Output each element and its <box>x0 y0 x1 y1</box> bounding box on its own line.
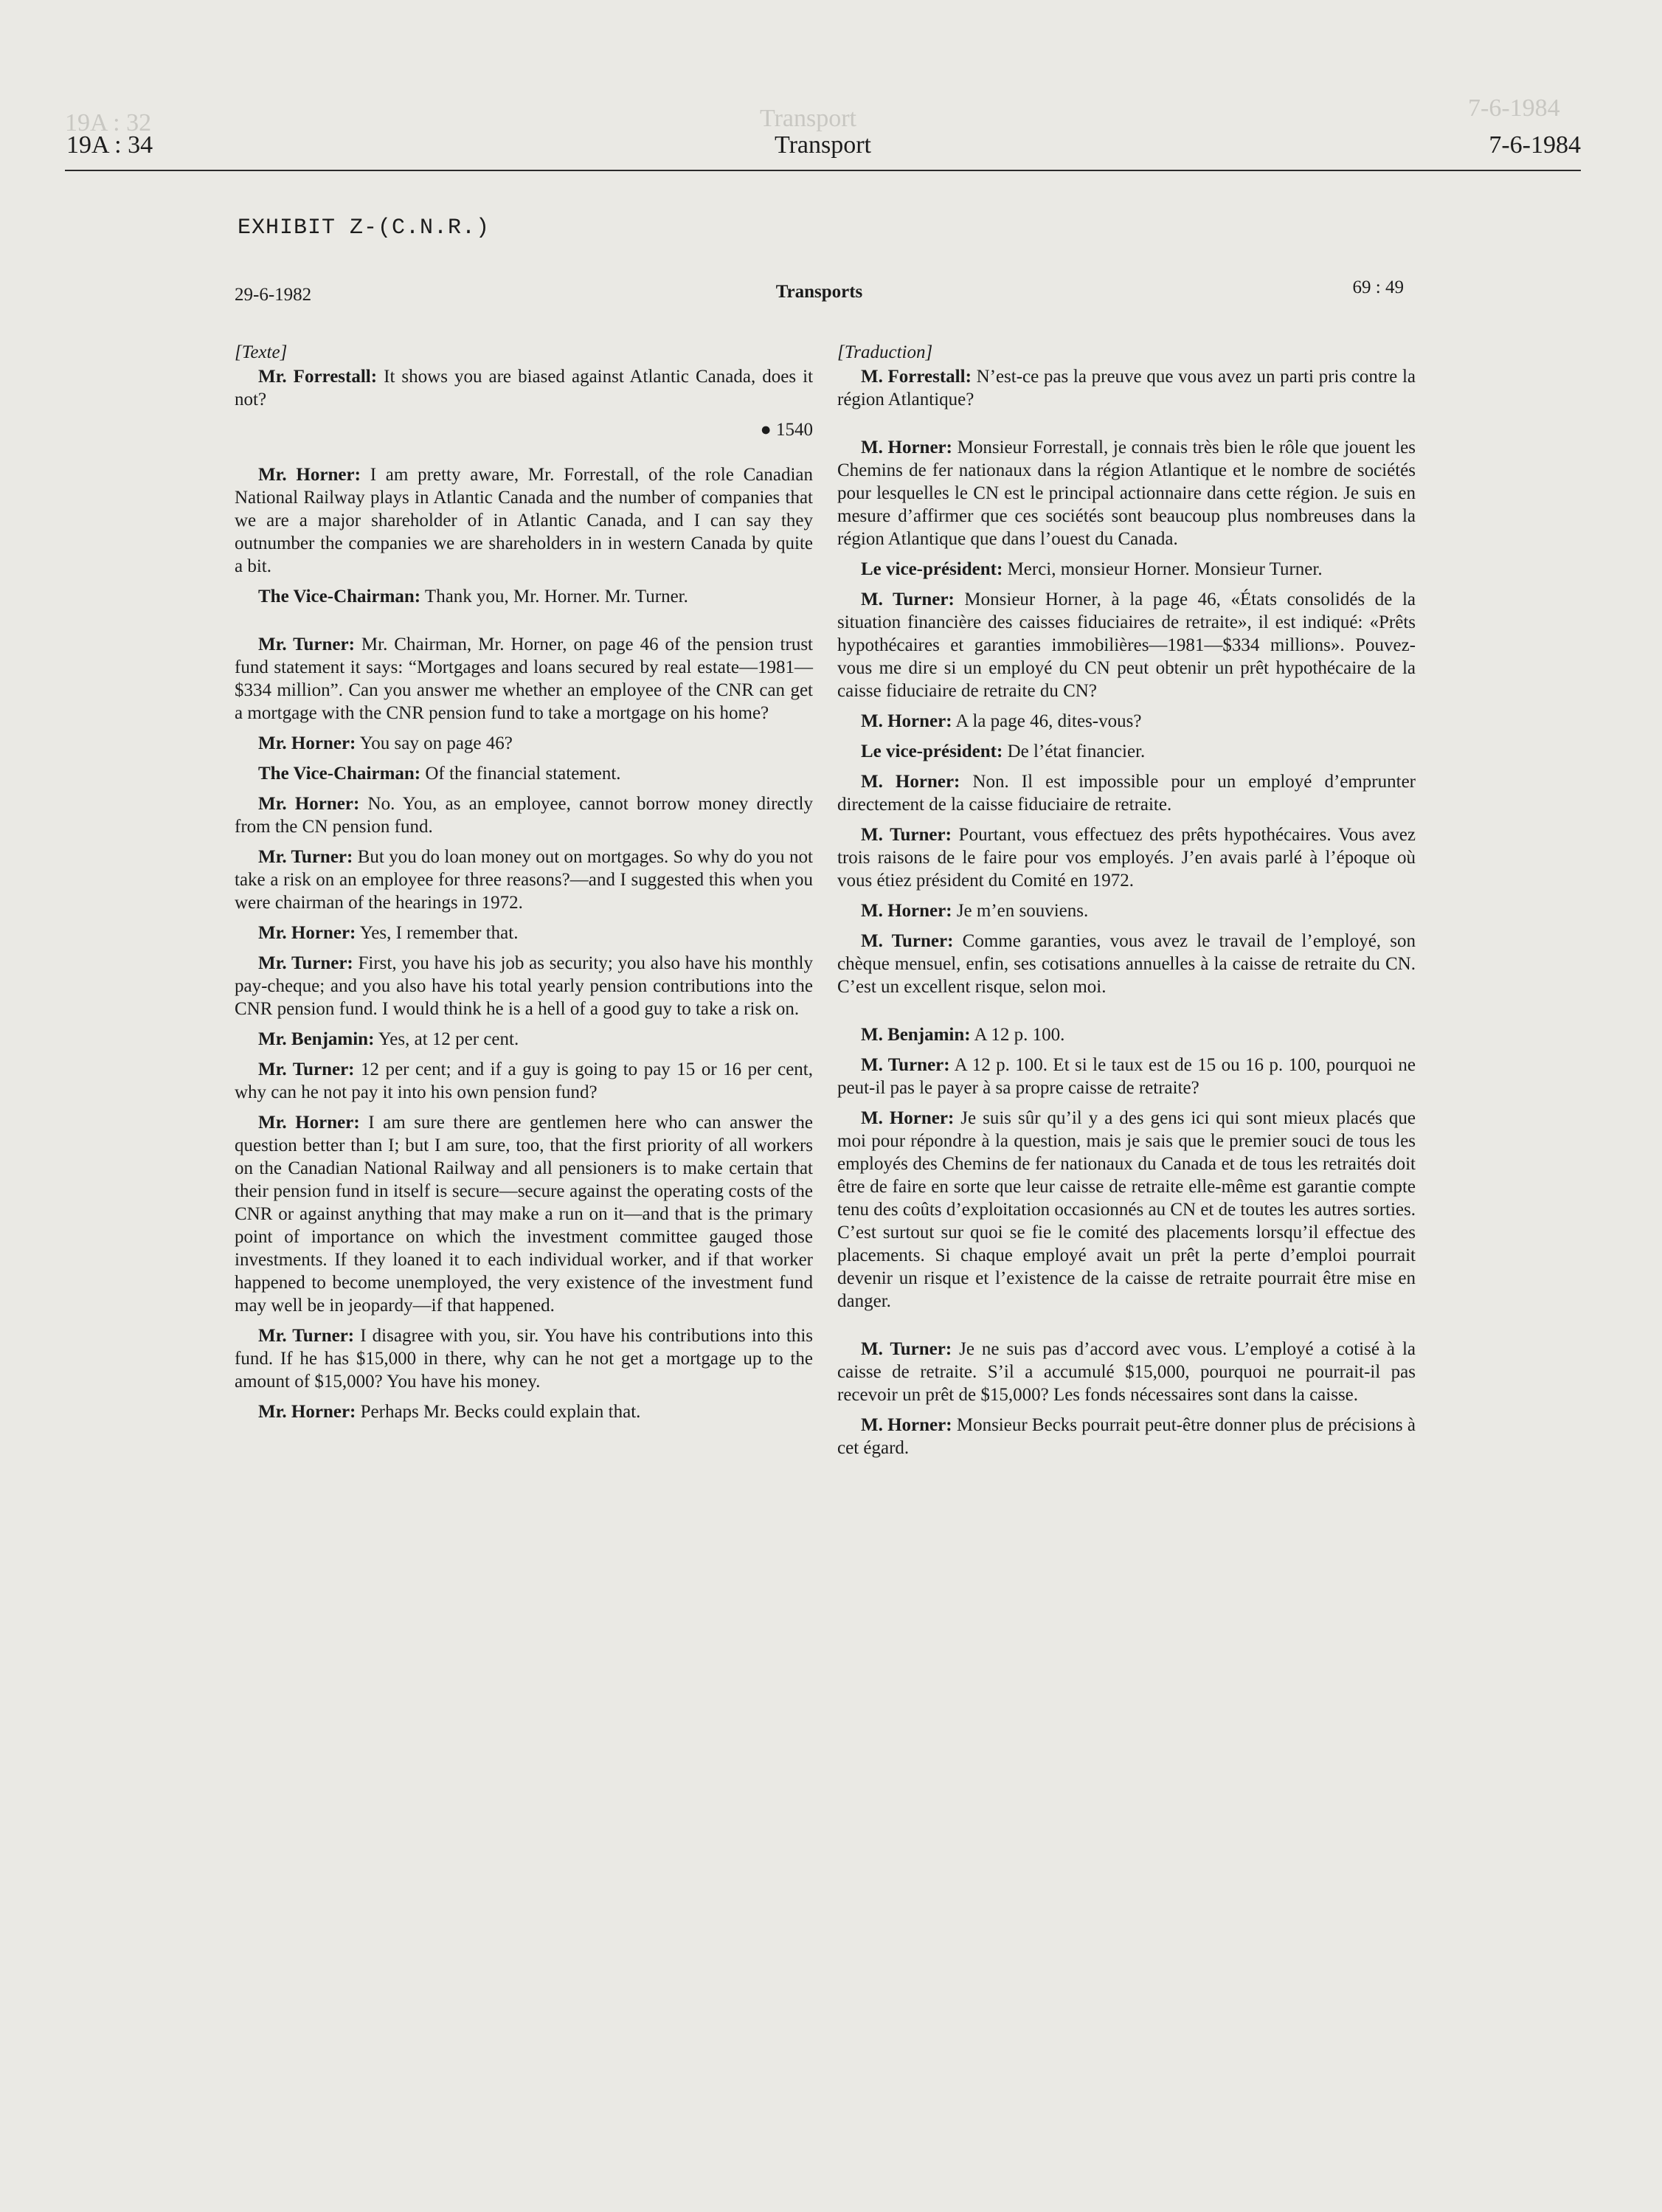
speech-paragraph <box>837 1107 1416 1313</box>
speech-paragraph <box>235 1111 813 1317</box>
speech-text: No. You, as an employee, cannot borrow money directly from the CN pension fund. <box>235 794 813 837</box>
speech-text: N’est-ce pas la preuve que vous avez un parti pris contre la région Atlantique? <box>837 367 1416 409</box>
speech-paragraph <box>235 365 813 411</box>
speech-text: I am sure there are gentlemen here who can answer the question better than I; but I am sure, too, that the first priority of all workers on the Canadian National Railway and all pensioners is to make certain that their pension fund in itself is secure—secure against the operating costs of the CNR or against anything that may make a run on it—and that is the primary point of importance on which the investment committee gauged those investments. If they loaned it to each individual worker, and if that worker happened to become unemployed, the very existence of the investment fund may well be in jeopardy—if that happened. <box>235 1113 813 1316</box>
speaker-name: Mr. Turner: <box>258 635 355 654</box>
speech-paragraph <box>837 1338 1416 1406</box>
speaker-name: M. Turner: <box>861 931 954 951</box>
excerpt-title: Transports <box>775 282 863 302</box>
column-label: [Traduction] <box>837 342 933 362</box>
speech-paragraph <box>837 588 1416 702</box>
ghost-header-right: 7-6-1984 <box>1468 94 1560 122</box>
speech-text: Mr. Chairman, Mr. Horner, on page 46 of the pension trust fund statement it says: “Mortgages and loans secured by real estate—1981— $334 million”. Can you answer me whether an employee of the CNR can get a mortgage with the CNR pension fund to take a mortgage on his home? <box>235 635 814 723</box>
speech-text: Yes, I remember that. <box>356 923 519 943</box>
speech-text: 12 per cent; and if a guy is going to pay 15 or 16 per cent, why can he not pay it into his own pension fund? <box>235 1060 813 1102</box>
speech-text: I am pretty aware, Mr. Forrestall, of the role Canadian National Railway plays in Atlantic Canada and the number of companies that we are a major shareholder of in Atlantic Canada, and I can say they outnumber the companies we are shareholders in in western Canada by quite a bit. <box>235 465 813 576</box>
speech-paragraph <box>235 792 813 838</box>
speech-paragraph <box>235 846 813 914</box>
speech-paragraph <box>837 436 1416 550</box>
speaker-name: Mr. Horner: <box>258 923 356 943</box>
speech-paragraph <box>837 1054 1416 1099</box>
speech-text: First, you have his job as security; you also have his monthly pay-cheque; and you also have his total yearly pension contributions into the CNR pension fund. I would think he is a hell of a good guy to take a risk on. <box>235 953 813 1019</box>
speech-paragraph <box>235 585 813 608</box>
speaker-name: M. Horner: <box>861 772 960 792</box>
header-date: 7-6-1984 <box>1489 131 1581 159</box>
speech-text: Je m’en souviens. <box>952 901 1089 921</box>
speaker-name: Mr. Turner: <box>258 953 353 973</box>
speech-text: But you do loan money out on mortgages. So why do you not take a risk on an employee for three reasons?—and I suggested this when you were chairman of the hearings in 1972. <box>235 847 813 913</box>
speaker-name: Le vice-président: <box>861 559 1003 579</box>
speaker-name: M. Benjamin: <box>861 1025 971 1045</box>
speaker-name: M. Turner: <box>861 1339 952 1359</box>
speech-paragraph <box>235 1324 813 1393</box>
speech-text: Non. Il est impossible pour un employé d’emprunter directement de la caisse fiduciaire de retraite. <box>837 772 1416 815</box>
speaker-name: Mr. Horner: <box>258 794 360 814</box>
speech-text: Comme garanties, vous avez le travail de l’employé, son chèque mensuel, enfin, ses cotisations annuelles à la caisse de retraite du CN. C’est un excellent risque, selon moi. <box>837 931 1416 997</box>
speaker-name: Mr. Horner: <box>258 465 361 485</box>
speech-text: Monsieur Forrestall, je connais très bien le rôle que jouent les Chemins de fer nationaux dans la région Atlantique et le nombre de sociétés pour lesquelles le CN est le principal actionnaire dans cette région. Je suis en mesure d’affirmer que ces sociétés sont beaucoup plus nombreuses dans la région Atlantique que dans l’ouest du Canada. <box>837 438 1416 549</box>
speech-text: It shows you are biased against Atlantic Canada, does it not? <box>235 367 814 409</box>
speech-paragraph <box>235 1400 813 1423</box>
speech-paragraph <box>837 1414 1416 1459</box>
page-number: 19A : 34 <box>66 131 153 159</box>
speaker-name: The Vice-Chairman: <box>258 587 421 606</box>
speaker-name: M. Horner: <box>861 438 952 457</box>
speaker-name: Mr. Horner: <box>258 1402 356 1422</box>
speech-text: You say on page 46? <box>356 733 513 753</box>
speech-paragraph <box>235 1028 813 1051</box>
speech-paragraph <box>235 633 813 725</box>
speaker-name: Mr. Benjamin: <box>258 1029 375 1049</box>
timestamp-marker: ● 1540 <box>760 420 813 440</box>
french-column <box>837 341 1416 1467</box>
speech-paragraph <box>837 365 1416 411</box>
speech-text: I disagree with you, sir. You have his contributions into this fund. If he has $15,000 in there, why can he not get a mortgage up to the amount of $15,000? You have his money. <box>235 1326 814 1392</box>
speech-paragraph <box>235 922 813 944</box>
speech-paragraph <box>837 710 1416 733</box>
excerpt-header <box>235 277 1404 311</box>
english-column <box>235 341 813 1431</box>
spacer <box>837 418 1416 436</box>
speech-paragraph <box>837 899 1416 922</box>
speech-text: Pourtant, vous effectuez des prêts hypothécaires. Vous avez trois raisons de le faire pour vos employés. J’en avais parlé à l’époque où vous étiez président du Comité en 1972. <box>837 825 1416 891</box>
speech-paragraph <box>837 930 1416 998</box>
speaker-name: M. Turner: <box>861 590 955 609</box>
speech-text: Monsieur Becks pourrait peut-être donner plus de précisions à cet égard. <box>837 1415 1416 1458</box>
excerpt-page: 69 : 49 <box>1352 277 1404 297</box>
spacer <box>837 1320 1416 1338</box>
speaker-name: Mr. Horner: <box>258 1113 360 1133</box>
speech-paragraph <box>837 558 1416 581</box>
speech-text: Merci, monsieur Horner. Monsieur Turner. <box>1003 559 1323 579</box>
speech-text: Je suis sûr qu’il y a des gens ici qui sont mieux placés que moi pour répondre à la question, mais je sais que le premier souci de tous les employés des Chemins de fer nationaux du Canada et de tous les retraités doit être de faire en sorte que leur caisse de retraite elle-même est garantie compte tenu des coûts d’exploitation occasionnés au CN et de toutes les autres sorties. C’est surtout sur quoi se fie le comité des placements lorsqu’il effectue des placements. Si chaque employé avait un prêt la perte d’emploi pourrait devenir un risque et l’existence de la caisse de retraite pourrait être mise en danger. <box>837 1108 1416 1311</box>
speaker-name: M. Horner: <box>861 901 952 921</box>
speaker-name: The Vice-Chairman: <box>258 764 421 784</box>
speaker-name: M. Horner: <box>861 1415 952 1435</box>
speaker-name: Mr. Turner: <box>258 1060 355 1079</box>
page-header <box>65 125 1581 171</box>
header-title: Transport <box>775 131 871 159</box>
speech-text: Perhaps Mr. Becks could explain that. <box>356 1402 641 1422</box>
ghost-header-left: 19A : 32 <box>65 109 152 136</box>
speaker-name: Le vice-président: <box>861 742 1003 761</box>
ghost-header-center: Transport <box>760 105 856 132</box>
spacer <box>235 615 813 633</box>
spacer <box>837 1006 1416 1023</box>
speech-text: Je ne suis pas d’accord avec vous. L’employé a cotisé à la caisse de retraite. S’il a accumulé $15,000, pourquoi ne pourrait-il pas recevoir un prêt de $15,000? Les fonds nécessaires sont dans la caisse. <box>837 1339 1416 1405</box>
speech-text: A la page 46, dites-vous? <box>952 711 1142 731</box>
speech-paragraph <box>837 1023 1416 1046</box>
speech-text: Of the financial statement. <box>420 764 621 784</box>
speech-paragraph <box>837 823 1416 892</box>
speech-text: A 12 p. 100. <box>970 1025 1065 1045</box>
speech-paragraph <box>235 952 813 1020</box>
exhibit-title: EXHIBIT Z-(C.N.R.) <box>238 215 491 241</box>
speaker-name: M. Horner: <box>861 711 952 731</box>
speaker-name: Mr. Horner: <box>258 733 356 753</box>
speech-text: Monsieur Horner, à la page 46, «États consolidés de la situation financière des caisses fiduciaires de retraite», il est indiqué: «Prêts hypothécaires et garanties immobilières—1981—$334 millions». Pouvez-vous me dire si un employé du CN peut obtenir un prêt hypothécaire de la caisse fiduciaire de retraite du CN? <box>837 590 1416 701</box>
speech-paragraph <box>235 463 813 578</box>
speaker-name: Mr. Turner: <box>258 847 353 867</box>
column-label: [Texte] <box>235 342 288 362</box>
speaker-name: M. Turner: <box>861 825 952 845</box>
speech-paragraph <box>837 740 1416 763</box>
excerpt-date: 29-6-1982 <box>235 285 312 305</box>
speaker-name: M. Forrestall: <box>861 367 972 387</box>
speaker-name: Mr. Turner: <box>258 1326 355 1346</box>
speech-paragraph <box>837 770 1416 816</box>
speaker-name: M. Turner: <box>861 1055 950 1075</box>
speaker-name: M. Horner: <box>861 1108 955 1128</box>
speech-paragraph <box>235 732 813 755</box>
speech-text: A 12 p. 100. Et si le taux est de 15 ou 16 p. 100, pourquoi ne peut-il pas le payer à sa propre caisse de retraite? <box>837 1055 1416 1098</box>
speech-paragraph <box>235 762 813 785</box>
speech-text: De l’état financier. <box>1003 742 1146 761</box>
speech-paragraph <box>235 1058 813 1104</box>
speech-text: Thank you, Mr. Horner. Mr. Turner. <box>420 587 688 606</box>
speaker-name: Mr. Forrestall: <box>258 367 378 387</box>
speech-text: Yes, at 12 per cent. <box>374 1029 519 1049</box>
